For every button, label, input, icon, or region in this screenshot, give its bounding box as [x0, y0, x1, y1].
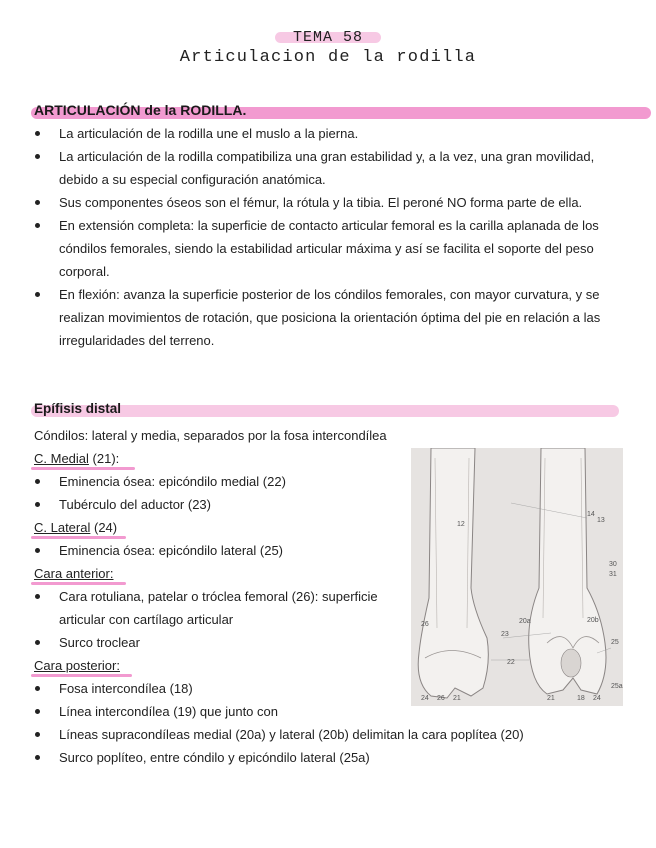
list-item: Líneas supracondíleas medial (20a) y lateral (20b) delimitan la cara poplítea (20) [34, 723, 634, 746]
figure-label: 26 [421, 621, 429, 628]
lateral-head-num: (24) [90, 520, 118, 535]
document-header [0, 28, 656, 67]
medial-head-num: (21): [88, 451, 120, 466]
figure-label: 18 [577, 695, 585, 702]
figure-label: 31 [609, 571, 617, 578]
document-subtitle: Articulacion de la rodilla [179, 48, 477, 67]
list-item: La articulación de la rodilla une el muslo a la pierna. [34, 122, 624, 145]
section1-list [34, 122, 624, 352]
anterior-list [34, 585, 409, 654]
figure-label: 13 [597, 517, 605, 524]
tema-heading [293, 28, 363, 46]
list-item: Surco troclear [34, 631, 409, 654]
figure-label: 20b [587, 617, 599, 624]
figure-label: 20a [519, 618, 531, 625]
list-item: En extensión completa: la superficie de contacto articular femoral es la carilla aplanada de los cóndilos femorales, siendo la estabilidad articular máxima y así se facilita el soporte del peso corporal. [34, 214, 624, 283]
figure-label: 24 [593, 695, 601, 702]
anterior-head-text: Cara anterior: [34, 566, 114, 581]
anterior-face-heading [34, 562, 113, 585]
list-item: Eminencia ósea: epicóndilo lateral (25) [34, 539, 404, 562]
figure-label: 30 [609, 561, 617, 568]
figure-label: 22 [507, 659, 515, 666]
figure-label: 14 [587, 511, 595, 518]
medial-head-text: C. Medial [34, 451, 89, 466]
lateral-list [34, 539, 404, 562]
figure-label: 26 [437, 695, 445, 702]
list-item: Eminencia ósea: epicóndilo medial (22) [34, 470, 404, 493]
lateral-head-text: C. Lateral [34, 520, 91, 535]
figure-label: 24 [421, 695, 429, 702]
list-item: Sus componentes óseos son el fémur, la rótula y la tibia. El peroné NO forma parte de ella. [34, 191, 624, 214]
medial-list [34, 470, 404, 516]
femur-illustration [411, 448, 623, 706]
list-item: Fosa intercondílea (18) [34, 677, 634, 700]
figure-label: 21 [547, 695, 555, 702]
condyles-intro: Cóndilos: lateral y media, separados por la fosa intercondílea [34, 428, 387, 443]
list-item: En flexión: avanza la superficie posterior de los cóndilos femorales, con mayor curvatura, y se realizan movimientos de rotación, que posiciona la orientación óptima del pie en relación a las irregularidades del terreno. [34, 283, 624, 352]
list-item: Línea intercondílea (19) que junto con [34, 700, 634, 723]
medial-condyle-heading [34, 447, 119, 470]
list-item: La articulación de la rodilla compatibiliza una gran estabilidad y, a la vez, una gran movilidad, debido a su especial configuración anatómica. [34, 145, 624, 191]
figure-label: 25 [611, 639, 619, 646]
section1-title: ARTICULACIÓN de la RODILLA. [34, 102, 247, 118]
posterior-head-text: Cara posterior: [34, 658, 120, 673]
list-item: Tubérculo del aductor (23) [34, 493, 404, 516]
tema-label: TEMA 58 [292, 29, 363, 46]
figure-label: 25a [611, 683, 623, 690]
figure-label: 23 [501, 631, 509, 638]
figure-label: 21 [453, 695, 461, 702]
list-item: Surco poplíteo, entre cóndilo y epicóndilo lateral (25a) [34, 746, 634, 769]
femur-svg [411, 448, 623, 706]
lateral-condyle-heading [34, 516, 117, 539]
figure-label: 12 [457, 521, 465, 528]
section2-title: Epífisis distal [34, 401, 122, 416]
list-item: Cara rotuliana, patelar o tróclea femoral (26): superficie articular con cartílago articular [34, 585, 409, 631]
posterior-face-heading [34, 654, 120, 677]
